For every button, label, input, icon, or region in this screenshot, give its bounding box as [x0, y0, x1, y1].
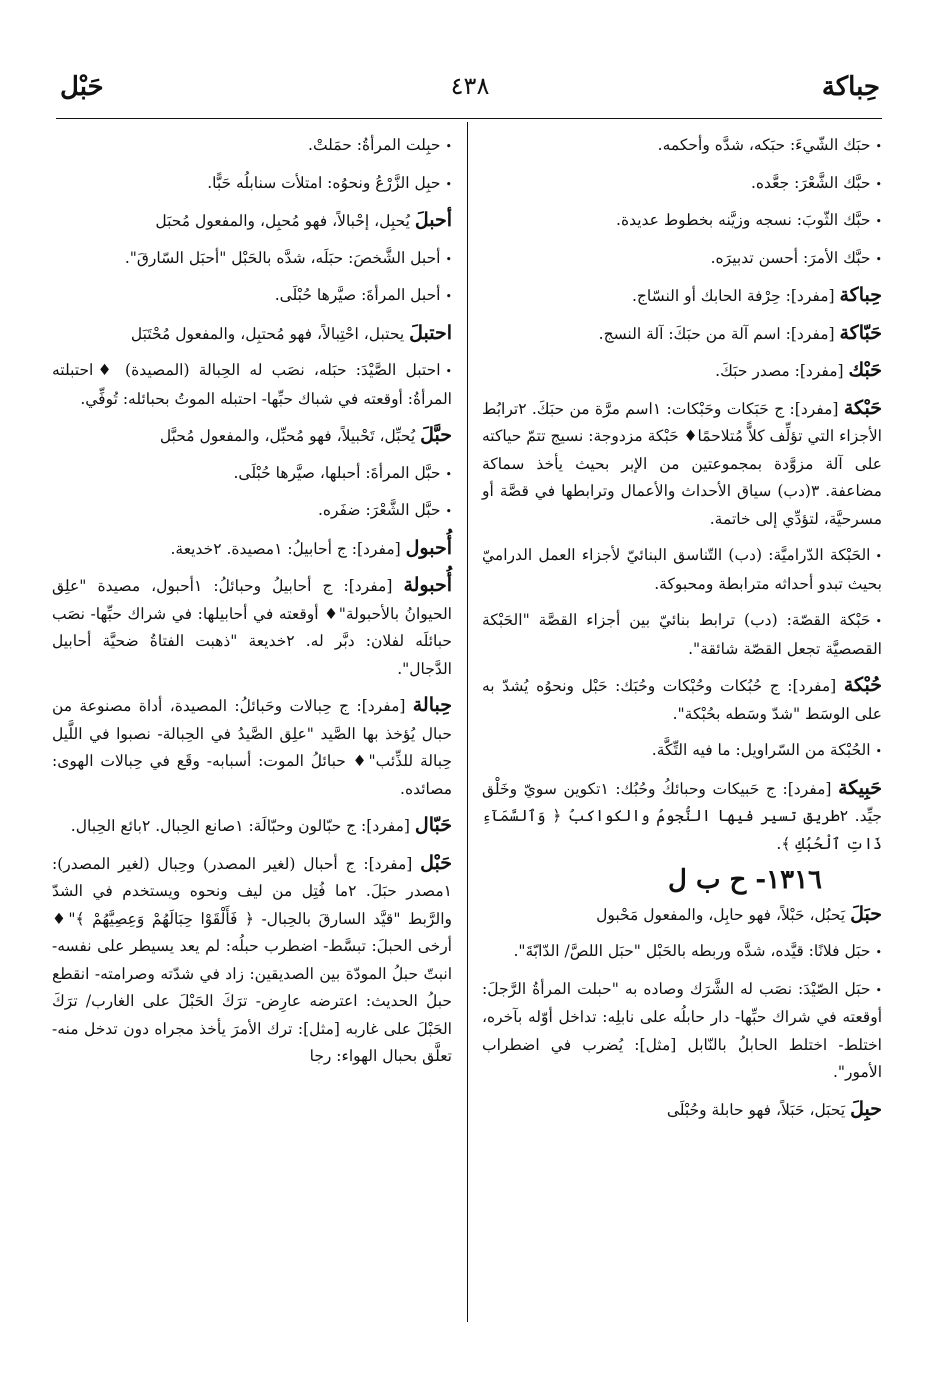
sub-entry-text: حبَك الشّيءَ: حبَكه، شدَّه وأحكمه.	[657, 136, 871, 154]
entry-headword: حَبْكة	[843, 396, 882, 419]
running-head-right: حِباكة	[821, 72, 880, 102]
section-root-heading: ١٣١٦- ح ب ل	[668, 865, 822, 895]
dictionary-entry	[482, 357, 882, 386]
entry-headword: أُحبول	[405, 536, 452, 559]
bullet-icon: •	[445, 365, 452, 378]
entry-definition: [مفرد]: ج أحابيلُ وحبائلُ: ١أحبول، مصيدة "علِق الحيوانُ بالأحبولة"♦ أوقعته في أحابيلها: في شراك حبِّها- نصَب حبائلَه لفلان: دبَّر له. ٢خديعة "ذهبت الفتاةُ ضحيَّة أحابيل الدَّجال".	[52, 577, 452, 678]
left-column	[52, 132, 452, 1080]
bullet-icon: •	[875, 550, 882, 563]
dictionary-entry	[52, 812, 452, 841]
sub-entry-text: حبَّك الشَّعْرَ: جعَّده.	[750, 173, 871, 192]
sub-entry-text: الحَبْكة الدّراميَّة: (دب) التّناسق البنائيّ لأجزاء العمل الدراميّ بحيث تبدو أحداثه مترابطة ومحبوكة.	[482, 546, 882, 593]
entry-definition: يَحبُل، حَبْلاً، فهو حابِل، والمفعول مَحْبول	[596, 905, 846, 924]
column-divider	[467, 122, 468, 1322]
entry-definition: يُحبِّل، تَحْبيلاً، فهو مُحبِّل، والمفعول مُحبَّل	[159, 427, 416, 445]
dictionary-entry	[52, 850, 452, 1071]
entry-headword: أُحبولة	[403, 574, 452, 596]
dictionary-entry	[52, 207, 452, 236]
sub-entry	[52, 282, 452, 311]
entry-definition: [مفرد]: اسم آلة من حبَكَ: آلة النسج.	[598, 324, 835, 343]
sub-entry	[482, 132, 882, 161]
entry-definition: [مفرد]: ج حبّالون وحبّالَة: ١صانع الحِبال. ٢بائع الحِبال.	[70, 817, 410, 835]
bullet-icon: •	[875, 177, 882, 191]
sub-entry-text: حَبْكة القصّة: (دب) ترابط بنائيّ بين أجزاء القصَّة "الحَبْكة القصصيَّة تجعل القصّة شائقة".	[482, 611, 882, 658]
sub-entry	[52, 497, 452, 526]
bullet-icon: •	[445, 177, 452, 191]
entry-headword: حَبْل	[420, 851, 452, 874]
sub-entry-text: الحُبْكة من السّراويل: ما فيه التِّكَّة.	[651, 741, 871, 759]
entry-headword: حَبِيكة	[838, 776, 882, 799]
sub-entry	[482, 170, 882, 199]
sub-entry-text: حبَل الصّيْدَ: نصَب له الشَّرَك وصاده به "حبلت المرأةُ الرَّجلَ: أوقعته في شراك حبِّها- دار حابلُه على نابلِه: تداخل أوّله بآخره، اختلط- اختلط الحابلُ بالنّابل [مثل]: يُضرب في اضطراب الأمور".	[482, 979, 882, 1081]
dictionary-entry	[482, 395, 882, 534]
dictionary-entry	[482, 775, 882, 859]
sub-entry-text: حبَّل الشَّعْرَ: ضفَره.	[317, 501, 441, 519]
dictionary-entry	[482, 1096, 882, 1125]
bullet-icon: •	[875, 615, 882, 628]
sub-entry	[482, 607, 882, 663]
bullet-icon: •	[445, 252, 452, 266]
sub-entry-text: حبَّك الثّوبَ: نسجه وزيَّنه بخطوط عديدة.	[616, 211, 871, 229]
bullet-icon: •	[875, 140, 882, 153]
bullet-icon: •	[875, 252, 882, 266]
right-column	[482, 132, 882, 1133]
bullet-icon: •	[875, 946, 882, 959]
entry-headword: حَبّاكة	[839, 321, 882, 344]
sub-entry-text: أحبل الشَّخصَ: حبَلَه، شدَّه بالحَبْل "أحبَل السّارقَ".	[124, 248, 441, 267]
dictionary-entry	[52, 422, 452, 451]
dictionary-entry	[482, 901, 882, 930]
entry-definition: [مفرد]: مصدر حبَكَ.	[715, 362, 844, 380]
sub-entry-text: حبَل فلانًا: قيَّده، شدَّه وربطه بالحَبْل "حبَل اللصَّ/ الدّابّةَ".	[513, 942, 871, 960]
dictionary-entry	[52, 572, 452, 683]
bullet-icon: •	[875, 215, 882, 228]
dictionary-entry	[52, 535, 452, 564]
bullet-icon: •	[445, 467, 452, 481]
sub-entry-text: احتبل الصَّيْدَ: حبَله، نصَب له الحِبالة (المصيدة) ♦احتبلته المرأةُ: أوقعته في شباك حبِّها- احتبله الموتُ بحبائله: تُوفِّي.	[52, 361, 452, 408]
sub-entry-text: حبِلت المرأةُ: حمَلتْ.	[308, 136, 441, 154]
bullet-icon: •	[875, 983, 882, 997]
entry-definition: [مفرد]: ج حِبالات وحَبائلُ: المصيدة، أداة مصنوعة من حبال يُؤخذ بها الصَّيد "علِق الصَّيدُ في الحِبالة- نصبوا في اللَّيل حِبالة للذِّئب"♦ حبائلُ الموت: أسبابه- وقَع في حِبالات الهوى: مصائده.	[52, 697, 452, 798]
sub-entry	[482, 542, 882, 598]
entry-headword: حُبْكة	[843, 674, 882, 696]
dictionary-entry	[482, 672, 882, 728]
sub-entry	[52, 357, 452, 413]
bullet-icon: •	[445, 290, 452, 303]
bullet-icon: •	[875, 745, 882, 758]
sub-entry	[482, 737, 882, 766]
dictionary-entry	[52, 692, 452, 803]
sub-entry-text: حبَّك الأمرَ: أحسن تدبيرَه.	[710, 248, 871, 267]
entry-headword: حبَّلَ	[420, 424, 452, 446]
entry-headword: حِبالة	[412, 694, 452, 716]
page-number: ٤٣٨	[450, 72, 490, 100]
entry-definition: يُحبِل، إحْبالاً، فهو مُحبِل، والمفعول مُحبَل	[155, 212, 410, 230]
sub-entry-text: حبِل الزَّرْعُ ونحوُه: امتلأت سنابلُه حَبًّا.	[207, 173, 441, 192]
sub-entry-text: أحبل المرأةَ: صيَّرها حُبْلَى.	[274, 286, 441, 304]
page-header	[60, 72, 880, 112]
entry-definition: يحتبل، احْتِبالاً، فهو مُحتبِل، والمفعول مُحْتَبَل	[130, 324, 405, 343]
entry-headword: أحبلَ	[414, 209, 452, 231]
entry-definition: [مفرد]: ج حَبَكات وحَبْكات: ١اسم مرَّة من حبَكَ. ٢ترابُط الأجزاء التي تؤلِّف كلاًّ مُتلاحمًا♦ حَبْكة مزدوجة: نسيج تتمّ حياكته على آلة مزوَّدة بمجموعتين من الإبر بحيث يأخذ سماكة مضاعفة. ٣(دب) سياق الأحداث والأعمال وترابطها في قصَّة أو مسرحيَّة، لتؤدِّي إلى خاتمة.	[482, 399, 882, 528]
dictionary-entry	[482, 282, 882, 311]
entry-headword: حبَلَ	[850, 902, 882, 925]
dictionary-entry	[52, 320, 452, 349]
entry-definition: [مفرد]: ج حَبيكات وحبائكُ وحُبُك: ١تكوين سويّ وخَلْق جيِّد. ٢طريق تسير فيها النُّجومُ والكواكبُ ﴿ وَٱلسَّمَآءِ ذَاتِ ٱلْحُبُكِ ﴾.	[482, 779, 883, 853]
entry-headword: حَبّال	[414, 814, 452, 836]
sub-entry	[482, 207, 882, 236]
dictionary-entry	[482, 320, 882, 349]
bullet-icon: •	[445, 505, 452, 518]
sub-entry	[482, 976, 882, 1087]
header-rule	[56, 118, 882, 119]
running-head-left: حَبْل	[60, 72, 104, 102]
sub-entry	[52, 132, 452, 161]
entry-definition: [مفرد]: ج أحابيلُ: ١مصيدة. ٢خديعة.	[170, 539, 401, 558]
entry-definition: [مفرد]: ج أحبال (لغير المصدر) وحِبال (لغير المصدر): ١مصدر حبَلَ. ٢ما فُتِل من ليف ونحوه ويستخدم في الشدّ والرَّبط "قيَّد السارقَ بالحِبال- ﴿ فَأَلْقَوْا حِبَالَهُمْ وَعِصِيَّهُمْ ﴾"♦ أرخى الحبلَ: تبسَّط- اضطرب حبلُه: لم يعد يسيطر على نفسه- انبتّ حبلُ المودّة بين الصديقين: زاد في شدّته وصرامته- انقطع حبلُ الحديث: اعترضه عارِض- ترَكَ الحَبْلَ على الغارب/ ترَكَ الحَبْلَ على غاربه [مثل]: ترك الأمرَ يأخذ مجراه دون تدخل منه- تعلَّق بحبال الهواء: رجا	[52, 854, 452, 1065]
bullet-icon: •	[445, 140, 452, 153]
sub-entry	[52, 460, 452, 489]
entry-headword: حِباكة	[839, 284, 882, 306]
entry-definition: [مفرد]: ج حُبُكات وحُبْكات وحُبَك: حَبْل ونحوُه يُشدّ به على الوسَط "شدّ وسَطه بحُبْكة".	[482, 677, 882, 723]
sub-entry	[52, 245, 452, 274]
sub-entry-text: حبَّل المرأةَ: أحبلها، صيَّرها حُبْلَى.	[233, 463, 441, 482]
entry-definition: يَحبَل، حَبَلاً، فهو حابلة وحُبْلَى	[666, 1100, 846, 1119]
sub-entry	[52, 170, 452, 199]
entry-headword: حَبْك	[848, 359, 882, 381]
sub-entry	[482, 245, 882, 274]
entry-headword: احتبلَ	[409, 321, 452, 344]
entry-definition: [مفرد]: حِرْفة الحابك أو النسّاج.	[631, 287, 835, 305]
sub-entry	[482, 938, 882, 967]
entry-headword: حبِلَ	[850, 1097, 882, 1120]
